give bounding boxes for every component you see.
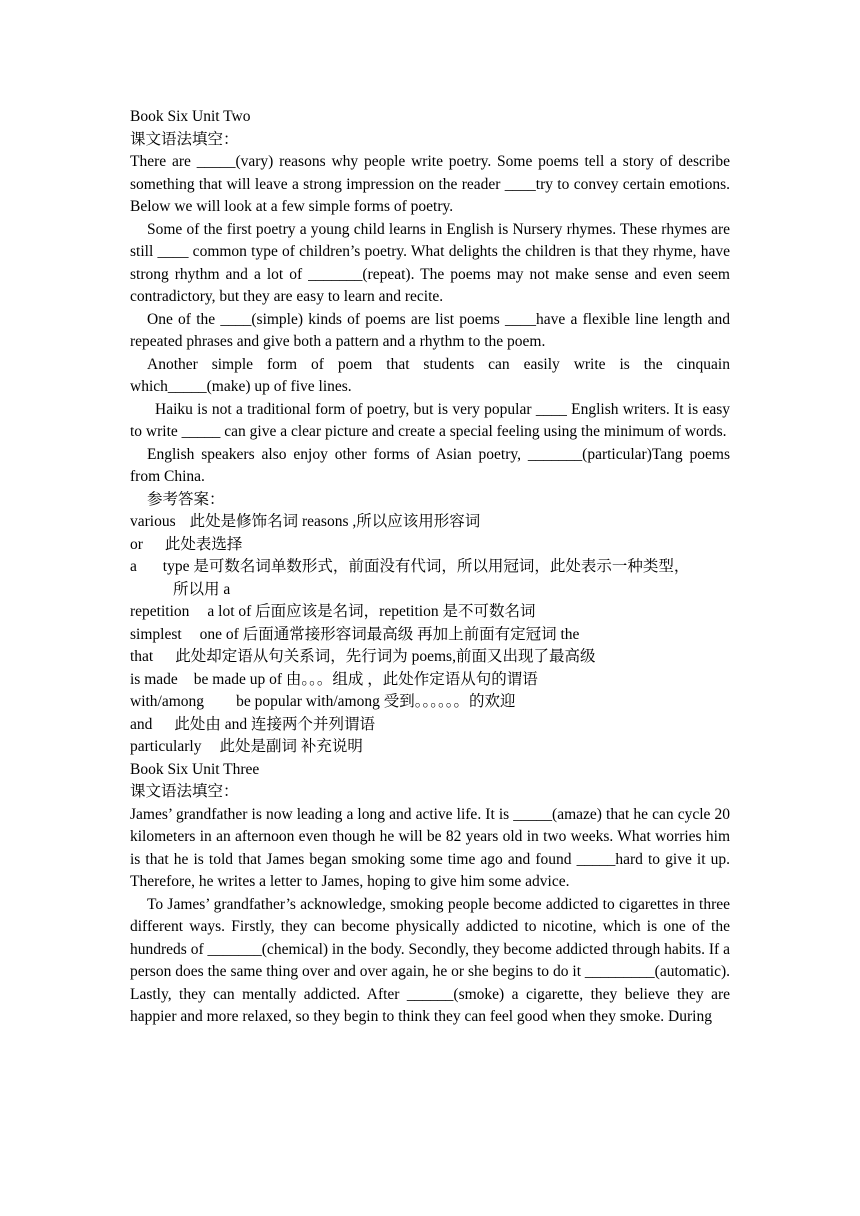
answer-note: one of 后面通常接形容词最高级 再加上前面有定冠词 the xyxy=(199,625,580,643)
answer-word: is made xyxy=(130,670,178,688)
answer-item xyxy=(130,736,730,759)
answer-item xyxy=(130,669,730,692)
answer-word: with/among xyxy=(130,693,205,710)
unit3-paragraph-1: James’ grandfather is now leading a long and active life. It is _____(amaze) that he can cycle 20 kilometers in an afternoon even though he will be 82 years old in two weeks. What worries him is that he is told that James began smoking some time ago and found _____hard to give it up. Therefore, he writes a letter to James, hoping to give him some advice. xyxy=(130,805,730,890)
unit2-paragraph-4: Another simple form of poem that students can easily write is the cinquain which_____(make) up of five lines. xyxy=(130,355,730,395)
answer-word: a xyxy=(130,558,137,575)
answer-word: simplest xyxy=(130,625,182,643)
unit2-paragraph-3: One of the ____(simple) kinds of poems are list poems ____have a flexible line length and repeated phrases and give both a pattern and a rhythm to the poem. xyxy=(130,310,730,350)
answer-note: 此处由 and 连接两个并列谓语 xyxy=(174,715,376,733)
unit2-paragraph-1: There are _____(vary) reasons why people write poetry. Some poems tell a story of describe something that will leave a strong impression on the reader ____try to convey certain emotions. Below we will look at a few simple forms of poetry. xyxy=(130,153,730,215)
unit2-paragraph-5: Haiku is not a traditional form of poetry, but is very popular ____ English writers. It is easy to write _____ can give a clear picture and create a special feeling using the minimum of words. xyxy=(130,400,730,440)
answers-heading: 参考答案： xyxy=(147,490,225,508)
answer-item xyxy=(130,714,730,737)
answer-note: be popular with/among 受到。。。。。。的欢迎 xyxy=(236,693,516,710)
unit2-paragraph-2: Some of the first poetry a young child learns in English is Nursery rhymes. These rhymes are still ____ common type of children’s poetry. What delights the children is that they rhyme, have strong rhythm and a lot of _______(repeat). The poems may not make sense and even seem contradictory, but they are easy to learn and recite. xyxy=(130,220,730,305)
answer-note: 此处却定语从句关系词，先行词为 poems,前面又出现了最高级 xyxy=(175,648,596,665)
answer-word: or xyxy=(130,535,143,553)
answer-note: type 是可数名词单数形式，前面没有代词，所以用冠词，此处表示一种类型， xyxy=(162,558,690,575)
answer-note-continued: 所以用 a xyxy=(173,580,231,598)
answer-note: be made up of 由。。。组成 ，此处作定语从句的谓语 xyxy=(193,670,538,688)
answer-word: that xyxy=(130,648,154,665)
answer-item xyxy=(130,646,730,669)
answer-word: particularly xyxy=(130,738,202,755)
unit2-paragraph-6: English speakers also enjoy other forms of Asian poetry, _______(particular)Tang poems from China. xyxy=(130,445,730,485)
answer-note: 此处表选择 xyxy=(164,535,243,553)
unit3-title: Book Six Unit Three xyxy=(130,760,260,778)
answer-item xyxy=(130,624,730,647)
answer-item xyxy=(130,601,730,624)
answer-note: 此处是副词 补充说明 xyxy=(219,738,363,755)
answer-word: repetition xyxy=(130,603,190,620)
answer-item xyxy=(130,691,730,714)
answer-word: various xyxy=(130,513,176,530)
answer-item xyxy=(130,556,730,601)
answer-note: a lot of 后面应该是名词，repetition 是不可数名词 xyxy=(207,603,536,620)
unit2-title: Book Six Unit Two xyxy=(130,108,251,125)
answer-item xyxy=(130,511,730,534)
answer-item xyxy=(130,534,730,557)
unit3-subtitle: 课文语法填空： xyxy=(130,783,239,800)
document-page xyxy=(130,106,730,1029)
answer-note: 此处是修饰名词 reasons ,所以应该用形容词 xyxy=(189,513,481,530)
unit2-subtitle: 课文语法填空： xyxy=(130,130,239,148)
answer-word: and xyxy=(130,715,153,733)
unit3-paragraph-2: To James’ grandfather’s acknowledge, smoking people become addicted to cigarettes in three different ways. Firstly, they can become physically addicted to nicotine, which is one of the hundreds of _______(chemical) in the body. Secondly, they become addicted through habits. If a person does the same thing over and over again, he or she begins to do it _________(automatic). Lastly, they can mentally addicted. After ______(smoke) a cigarette, they believe they are happier and more relaxed, so they begin to think they can feel good when they smoke. During xyxy=(130,895,730,1025)
